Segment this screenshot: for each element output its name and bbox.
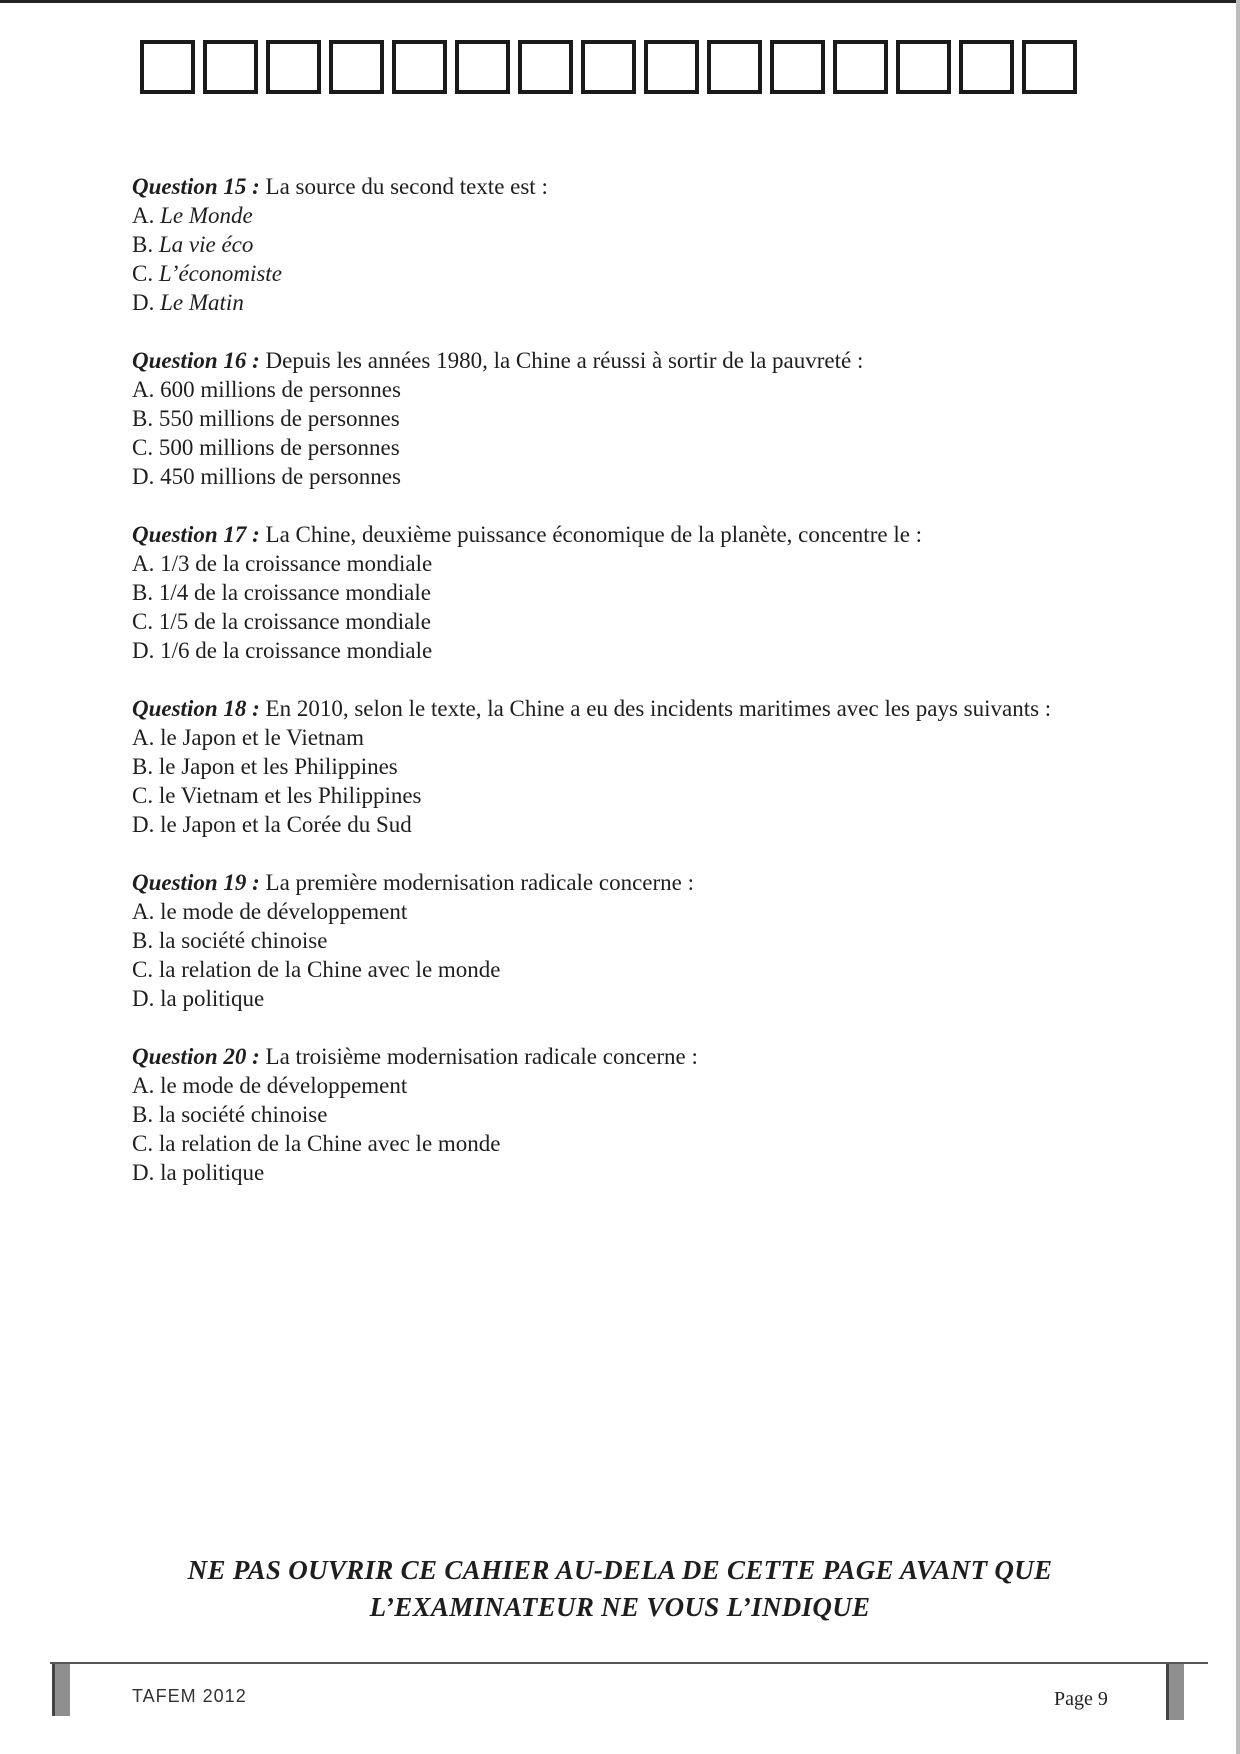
option-letter: A. <box>132 725 161 750</box>
code-box[interactable] <box>329 40 384 94</box>
option-letter: C. <box>132 261 159 286</box>
option-letter: A. <box>132 551 161 576</box>
code-box[interactable] <box>581 40 636 94</box>
question-list <box>132 172 1112 1216</box>
option-text: le Japon et le Vietnam <box>160 725 364 750</box>
answer-options <box>132 201 1112 317</box>
code-box[interactable] <box>959 40 1014 94</box>
answer-option-b[interactable] <box>132 1100 1112 1129</box>
option-letter: A. <box>132 377 161 402</box>
option-letter: B. <box>132 754 159 779</box>
option-letter: B. <box>132 232 159 257</box>
code-box[interactable] <box>266 40 321 94</box>
option-text: 1/6 de la croissance mondiale <box>160 638 433 663</box>
footer-page-number: Page 9 <box>1054 1688 1108 1710</box>
option-letter: D. <box>132 812 161 837</box>
option-text: la société chinoise <box>158 1102 328 1127</box>
option-text: le Japon et la Corée du Sud <box>160 812 412 837</box>
answer-option-c[interactable] <box>132 259 1112 288</box>
answer-options <box>132 375 1112 491</box>
option-text: 1/4 de la croissance mondiale <box>158 580 431 605</box>
option-letter: D. <box>132 986 161 1011</box>
answer-option-c[interactable] <box>132 955 1112 984</box>
option-text: la relation de la Chine avec le monde <box>158 1131 501 1156</box>
question-prompt <box>132 694 1112 723</box>
question-label: Question 19 : <box>132 870 260 895</box>
option-letter: C. <box>132 783 159 808</box>
option-text: 600 millions de personnes <box>160 377 401 402</box>
question-prompt <box>132 1042 1112 1071</box>
option-text: 550 millions de personnes <box>158 406 400 431</box>
answer-option-c[interactable] <box>132 781 1112 810</box>
code-box[interactable] <box>833 40 888 94</box>
answer-option-b[interactable] <box>132 404 1112 433</box>
question-20 <box>132 1042 1112 1187</box>
question-label: Question 20 : <box>132 1044 260 1069</box>
question-label: Question 17 : <box>132 522 260 547</box>
code-box[interactable] <box>707 40 762 94</box>
answer-option-c[interactable] <box>132 433 1112 462</box>
option-letter: C. <box>132 435 159 460</box>
answer-option-a[interactable] <box>132 723 1112 752</box>
option-text: 1/5 de la croissance mondiale <box>158 609 431 634</box>
option-letter: B. <box>132 928 159 953</box>
question-17 <box>132 520 1112 665</box>
question-prompt <box>132 520 1112 549</box>
option-text: le Vietnam et les Philippines <box>158 783 422 808</box>
question-18 <box>132 694 1112 839</box>
answer-option-b[interactable] <box>132 578 1112 607</box>
option-text: Le Matin <box>160 290 244 315</box>
option-letter: C. <box>132 1131 159 1156</box>
option-text: la politique <box>160 1160 265 1185</box>
code-box[interactable] <box>644 40 699 94</box>
exam-warning-notice <box>150 1552 1090 1626</box>
option-letter: C. <box>132 609 159 634</box>
answer-option-d[interactable] <box>132 636 1112 665</box>
option-text: la politique <box>160 986 265 1011</box>
question-text: Depuis les années 1980, la Chine a réussi à sortir de la pauvreté : <box>259 348 864 373</box>
question-text: La troisième modernisation radicale concerne : <box>259 1044 698 1069</box>
option-letter: A. <box>132 899 161 924</box>
question-text: La première modernisation radicale concerne : <box>259 870 695 895</box>
question-16 <box>132 346 1112 491</box>
option-letter: B. <box>132 1102 159 1127</box>
question-label: Question 18 : <box>132 696 260 721</box>
option-text: 450 millions de personnes <box>160 464 401 489</box>
notice-line-1: NE PAS OUVRIR CE CAHIER AU-DELA DE CETTE PAGE AVANT QUE <box>187 1555 1053 1585</box>
option-letter: A. <box>132 203 161 228</box>
question-prompt <box>132 868 1112 897</box>
code-box[interactable] <box>896 40 951 94</box>
question-15 <box>132 172 1112 317</box>
question-label: Question 16 : <box>132 348 260 373</box>
option-letter: B. <box>132 406 159 431</box>
footer-left-binding-mark <box>52 1664 70 1716</box>
answer-option-b[interactable] <box>132 926 1112 955</box>
option-text: La vie éco <box>158 232 254 257</box>
answer-option-a[interactable] <box>132 375 1112 404</box>
answer-option-d[interactable] <box>132 984 1112 1013</box>
question-text: La source du second texte est : <box>259 174 548 199</box>
option-letter: D. <box>132 464 161 489</box>
option-letter: A. <box>132 1073 161 1098</box>
question-19 <box>132 868 1112 1013</box>
code-box[interactable] <box>455 40 510 94</box>
option-text: L’économiste <box>158 261 282 286</box>
code-box[interactable] <box>518 40 573 94</box>
answer-options <box>132 897 1112 1013</box>
answer-options <box>132 723 1112 839</box>
answer-option-a[interactable] <box>132 897 1112 926</box>
option-letter: D. <box>132 638 161 663</box>
answer-option-c[interactable] <box>132 1129 1112 1158</box>
option-text: le mode de développement <box>160 1073 408 1098</box>
code-box[interactable] <box>392 40 447 94</box>
answer-option-b[interactable] <box>132 752 1112 781</box>
option-text: la société chinoise <box>158 928 328 953</box>
page-right-edge <box>1236 0 1240 1754</box>
answer-option-a[interactable] <box>132 201 1112 230</box>
code-box[interactable] <box>140 40 195 94</box>
option-letter: D. <box>132 290 161 315</box>
question-prompt <box>132 172 1112 201</box>
option-letter: D. <box>132 1160 161 1185</box>
page-top-edge <box>0 0 1240 3</box>
question-text: La Chine, deuxième puissance économique de la planète, concentre le : <box>259 522 923 547</box>
footer-divider <box>50 1662 1208 1664</box>
code-box[interactable] <box>203 40 258 94</box>
answer-option-b[interactable] <box>132 230 1112 259</box>
footer-exam-title: TAFEM 2012 <box>132 1686 247 1706</box>
answer-option-a[interactable] <box>132 1071 1112 1100</box>
question-text: En 2010, selon le texte, la Chine a eu des incidents maritimes avec les pays suivants : <box>259 696 1052 721</box>
option-text: le mode de développement <box>160 899 408 924</box>
option-letter: C. <box>132 957 159 982</box>
candidate-code-boxes <box>140 40 1077 94</box>
question-prompt <box>132 346 1112 375</box>
option-text: Le Monde <box>160 203 253 228</box>
option-text: le Japon et les Philippines <box>158 754 398 779</box>
answer-option-d[interactable] <box>132 288 1112 317</box>
answer-options <box>132 549 1112 665</box>
answer-option-d[interactable] <box>132 1158 1112 1187</box>
code-box[interactable] <box>770 40 825 94</box>
answer-option-d[interactable] <box>132 810 1112 839</box>
code-box[interactable] <box>1022 40 1077 94</box>
footer-right-binding-mark <box>1166 1664 1184 1720</box>
option-letter: B. <box>132 580 159 605</box>
notice-line-2: L’EXAMINATEUR NE VOUS L’INDIQUE <box>369 1592 871 1622</box>
answer-option-a[interactable] <box>132 549 1112 578</box>
option-text: 1/3 de la croissance mondiale <box>160 551 433 576</box>
option-text: la relation de la Chine avec le monde <box>158 957 501 982</box>
answer-option-d[interactable] <box>132 462 1112 491</box>
answer-options <box>132 1071 1112 1187</box>
option-text: 500 millions de personnes <box>158 435 400 460</box>
question-label: Question 15 : <box>132 174 260 199</box>
answer-option-c[interactable] <box>132 607 1112 636</box>
